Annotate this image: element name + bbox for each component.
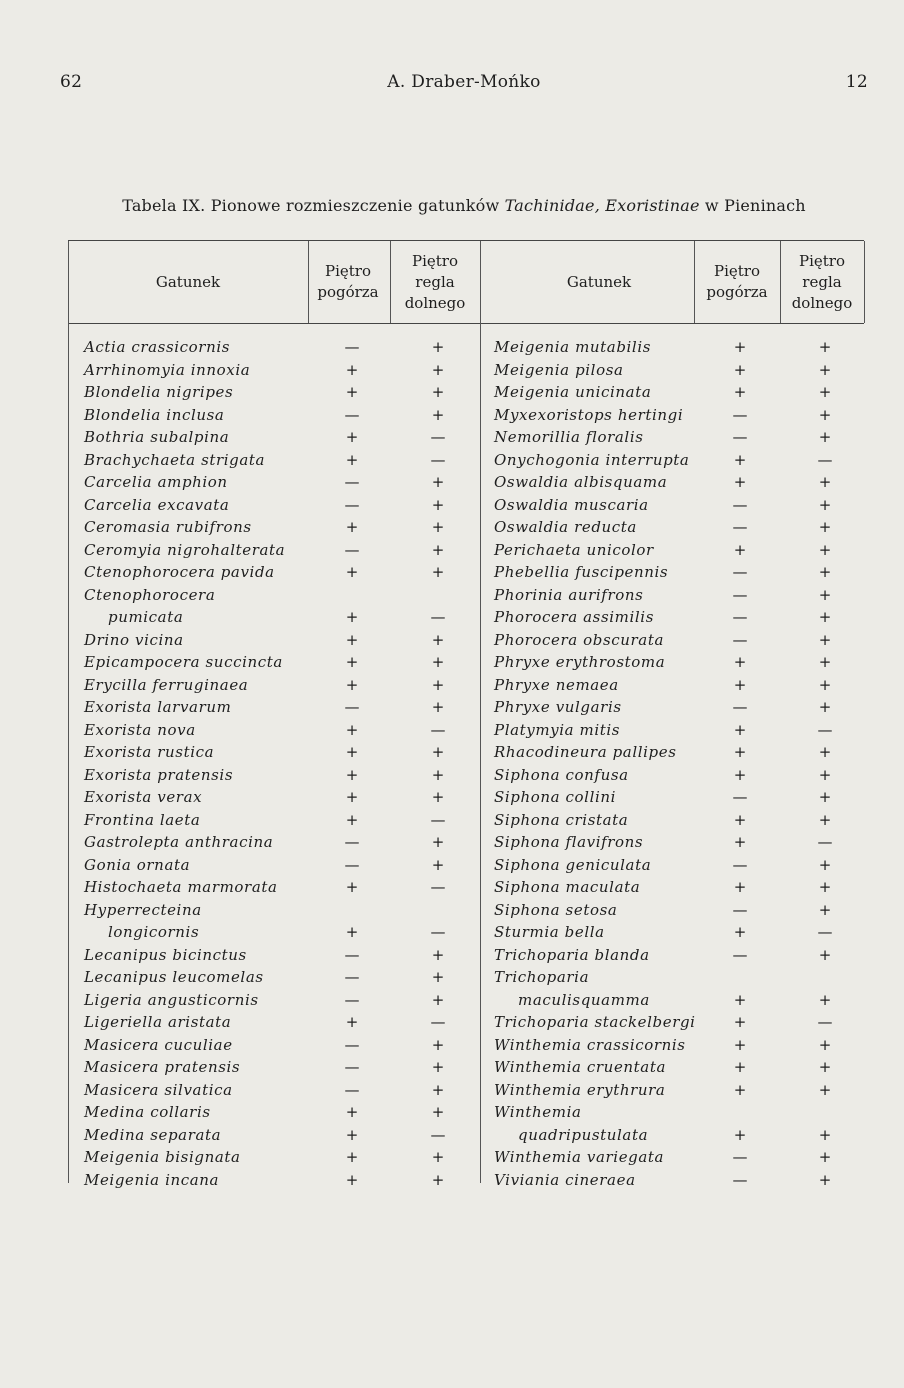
table-row	[0, 1079, 904, 1102]
montane-value: —	[817, 1013, 833, 1031]
table-row	[0, 359, 904, 382]
montane-value: +	[818, 1058, 832, 1076]
montane-value: +	[431, 698, 445, 716]
montane-value: +	[818, 1170, 832, 1189]
montane-value: —	[430, 450, 446, 469]
caption-suffix: w Pieninach	[699, 196, 806, 215]
table-row	[0, 674, 904, 697]
montane-value: —	[817, 720, 833, 739]
foothill-value: —	[732, 788, 748, 806]
montane-value: +	[431, 743, 445, 761]
species-name: Platymyia mitis	[494, 720, 621, 739]
foothill-value: +	[733, 1035, 747, 1054]
species-name: Trichoparia blanda	[494, 945, 650, 964]
species-name: Viviania cineraea	[494, 1170, 636, 1189]
species-name: Siphona maculata	[494, 878, 641, 896]
header-foothill-right: Piętro pogórza	[706, 262, 768, 301]
montane-value: +	[431, 788, 445, 806]
species-name: Ligeria angusticornis	[84, 990, 259, 1009]
table-row	[0, 921, 904, 944]
montane-value: +	[431, 990, 445, 1009]
montane-value: +	[818, 675, 832, 694]
foothill-value: +	[345, 923, 359, 941]
species-name: Trichoparia stackelbergi	[494, 1013, 696, 1031]
species-name: Exorista verax	[84, 788, 203, 806]
volume-number: 12	[845, 72, 868, 92]
species-name: Masicera pratensis	[84, 1058, 241, 1076]
foothill-value: +	[345, 810, 359, 829]
foothill-value: +	[733, 1125, 747, 1144]
foothill-value: +	[345, 765, 359, 784]
caption-prefix: Tabela IX. Pionowe rozmieszczenie gatunków	[122, 196, 505, 215]
foothill-value: +	[733, 923, 747, 941]
foothill-value: +	[733, 1013, 747, 1031]
foothill-value: +	[345, 653, 359, 671]
foothill-value: —	[344, 405, 360, 424]
table-row	[0, 966, 904, 989]
species-name: Lecanipus bicinctus	[84, 945, 247, 964]
montane-value: —	[817, 923, 833, 941]
species-name: Medina collaris	[84, 1103, 211, 1121]
species-name: Siphona collini	[494, 788, 617, 806]
montane-value: +	[818, 428, 832, 446]
species-name: Phorocera assimilis	[494, 608, 654, 626]
foothill-value: —	[344, 945, 360, 964]
table-row	[0, 1034, 904, 1057]
species-name: Lecanipus leucomelas	[84, 968, 264, 986]
species-name: Winthemia crassicornis	[494, 1035, 686, 1054]
montane-value: +	[431, 1148, 445, 1166]
foothill-value: +	[345, 563, 359, 581]
species-name: Meigenia pilosa	[494, 360, 624, 379]
foothill-value: —	[344, 495, 360, 514]
table-header	[68, 241, 864, 324]
foothill-value: —	[344, 473, 360, 491]
species-name: Actia crassicornis	[84, 338, 231, 356]
species-name: Brachychaeta strigata	[84, 450, 266, 469]
species-name: Phebellia fuscipennis	[494, 563, 669, 581]
species-name: Oswaldia albisquama	[494, 473, 668, 491]
foothill-value: +	[345, 360, 359, 379]
species-name: Ceromasia rubifrons	[84, 518, 252, 536]
species-name: Meigenia mutabilis	[494, 338, 652, 356]
foothill-value: +	[345, 630, 359, 649]
foothill-value: —	[344, 698, 360, 716]
table-row	[0, 1011, 904, 1034]
species-name: Frontina laeta	[84, 810, 201, 829]
montane-value: +	[431, 1103, 445, 1121]
montane-value: +	[431, 563, 445, 581]
header-species-right: Gatunek	[566, 272, 632, 291]
foothill-value: +	[345, 675, 359, 694]
foothill-value: +	[345, 1125, 359, 1144]
species-name: Drino vicina	[84, 630, 184, 649]
montane-value: +	[818, 360, 832, 379]
montane-value: +	[818, 518, 832, 536]
montane-value: +	[818, 608, 832, 626]
species-name: Sturmia bella	[494, 923, 605, 941]
header-species-left: Gatunek	[155, 272, 221, 291]
species-name: Erycilla ferruginaea	[84, 675, 249, 694]
montane-value: +	[818, 810, 832, 829]
table-row	[0, 719, 904, 742]
species-name: Meigenia bisignata	[84, 1148, 241, 1166]
species-name: Exorista rustica	[84, 743, 215, 761]
species-name: Winthemia cruentata	[494, 1058, 667, 1076]
foothill-value: +	[733, 653, 747, 671]
foothill-value: +	[733, 1080, 747, 1099]
table-row	[0, 944, 904, 967]
species-name: Perichaeta unicolor	[494, 540, 654, 559]
foothill-value: +	[733, 540, 747, 559]
species-name: Masicera cuculiae	[84, 1035, 233, 1054]
species-name: Siphona geniculata	[494, 855, 652, 874]
montane-value: +	[818, 1148, 832, 1166]
species-name: Winthemia	[494, 1103, 582, 1121]
species-name: Exorista pratensis	[84, 765, 234, 784]
foothill-value: +	[345, 608, 359, 626]
montane-value: —	[817, 450, 833, 469]
foothill-value: —	[732, 518, 748, 536]
foothill-value: —	[732, 585, 748, 604]
montane-value: +	[818, 495, 832, 514]
montane-value: +	[818, 585, 832, 604]
montane-value: +	[431, 630, 445, 649]
page-number: 62	[60, 72, 83, 92]
species-name: Ceromyia nigrohalterata	[84, 540, 286, 559]
montane-value: +	[818, 743, 832, 761]
montane-value: +	[431, 1080, 445, 1099]
rule-right-foothill	[780, 241, 781, 323]
foothill-value: —	[344, 833, 360, 851]
species-name: Gonia ornata	[84, 855, 191, 874]
species-name: Hyperrecteina	[84, 900, 202, 919]
species-name: Siphona confusa	[494, 765, 629, 784]
montane-value: +	[431, 945, 445, 964]
table-row	[0, 561, 904, 584]
montane-value: +	[818, 765, 832, 784]
foothill-value: +	[345, 1170, 359, 1189]
foothill-value: +	[345, 450, 359, 469]
foothill-value: —	[344, 1058, 360, 1076]
montane-value: +	[431, 338, 445, 356]
montane-value: +	[431, 675, 445, 694]
foothill-value: —	[732, 855, 748, 874]
montane-value: +	[818, 990, 832, 1009]
foothill-value: +	[733, 383, 747, 401]
species-name: Oswaldia muscaria	[494, 495, 649, 514]
montane-value: —	[430, 1013, 446, 1031]
foothill-value: —	[732, 698, 748, 716]
species-name: Nemorillia floralis	[494, 428, 644, 446]
table-row	[0, 449, 904, 472]
species-name: Myxexoristops hertingi	[494, 405, 684, 424]
foothill-value: —	[732, 1148, 748, 1166]
species-name: Ctenophorocera pavida	[84, 563, 275, 581]
species-name: Phryxe vulgaris	[494, 698, 622, 716]
foothill-value: +	[345, 1148, 359, 1166]
foothill-value: +	[733, 720, 747, 739]
foothill-value: —	[732, 630, 748, 649]
foothill-value: +	[345, 383, 359, 401]
foothill-value: —	[344, 1080, 360, 1099]
species-name: Meigenia incana	[84, 1170, 220, 1189]
table-row	[0, 1056, 904, 1079]
species-name: Siphona setosa	[494, 900, 618, 919]
species-name: Phryxe nemaea	[494, 675, 619, 694]
foothill-value: —	[732, 945, 748, 964]
foothill-value: —	[344, 990, 360, 1009]
foothill-value: +	[345, 428, 359, 446]
species-name: Exorista nova	[84, 720, 196, 739]
foothill-value: +	[733, 878, 747, 896]
foothill-value: —	[732, 900, 748, 919]
table-row	[0, 854, 904, 877]
foothill-value: +	[733, 675, 747, 694]
montane-value: +	[818, 1035, 832, 1054]
foothill-value: +	[733, 338, 747, 356]
table-row	[0, 584, 904, 607]
header-montane-right: Piętro regla dolnego	[791, 251, 853, 312]
foothill-value: +	[345, 788, 359, 806]
species-name: Oswaldia reducta	[494, 518, 637, 536]
species-name: Carcelia amphion	[84, 473, 228, 491]
foothill-value: +	[733, 810, 747, 829]
foothill-value: —	[344, 338, 360, 356]
species-name: Blondelia inclusa	[84, 405, 225, 424]
montane-value: +	[818, 1080, 832, 1099]
species-name: Winthemia erythrura	[494, 1080, 666, 1099]
montane-value: +	[818, 630, 832, 649]
species-name: Trichoparia	[494, 968, 590, 986]
author-name: A. Draber-Mońko	[387, 72, 541, 92]
montane-value: —	[430, 1125, 446, 1144]
species-name: Ligeriella aristata	[84, 1013, 232, 1031]
species-name: Histochaeta marmorata	[84, 878, 278, 896]
montane-value: +	[431, 968, 445, 986]
rule-left-species	[308, 241, 309, 323]
montane-value: +	[818, 1125, 832, 1144]
montane-value: +	[431, 360, 445, 379]
montane-value: +	[818, 338, 832, 356]
species-name: Exorista larvarum	[84, 698, 232, 716]
montane-value: —	[817, 833, 833, 851]
header-montane-left: Piętro regla dolnego	[404, 251, 466, 312]
foothill-value: +	[345, 878, 359, 896]
foothill-value: —	[732, 428, 748, 446]
species-name: Phryxe erythrostoma	[494, 653, 666, 671]
foothill-value: —	[344, 855, 360, 874]
table-row	[0, 831, 904, 854]
foothill-value: +	[733, 450, 747, 469]
species-name: pumicata	[108, 608, 184, 626]
species-name: Gastrolepta anthracina	[84, 833, 274, 851]
montane-value: —	[430, 608, 446, 626]
species-name: Medina separata	[84, 1125, 222, 1144]
species-name: longicornis	[108, 923, 200, 941]
montane-value: +	[431, 473, 445, 491]
caption-taxon: Tachinidae, Exoristinae	[504, 196, 700, 215]
species-name: Masicera silvatica	[84, 1080, 233, 1099]
montane-value: +	[818, 473, 832, 491]
rule-right-species	[694, 241, 695, 323]
table-row	[0, 404, 904, 427]
species-name: Carcelia excavata	[84, 495, 230, 514]
montane-value: +	[818, 855, 832, 874]
table-row	[0, 1101, 904, 1124]
species-name: Siphona cristata	[494, 810, 629, 829]
foothill-value: —	[344, 1035, 360, 1054]
foothill-value: +	[345, 518, 359, 536]
species-name: Winthemia variegata	[494, 1148, 665, 1166]
species-name: Blondelia nigripes	[84, 383, 234, 401]
table-row	[0, 899, 904, 922]
montane-value: —	[430, 810, 446, 829]
foothill-value: +	[733, 743, 747, 761]
rule-left-foothill	[390, 241, 391, 323]
montane-value: +	[818, 788, 832, 806]
montane-value: +	[431, 1058, 445, 1076]
table-row	[0, 516, 904, 539]
species-name: quadripustulata	[518, 1125, 649, 1144]
foothill-value: —	[732, 563, 748, 581]
montane-value: +	[431, 518, 445, 536]
table-row	[0, 494, 904, 517]
montane-value: +	[431, 1170, 445, 1189]
species-name: Arrhinomyia innoxia	[84, 360, 251, 379]
foothill-value: +	[733, 473, 747, 491]
montane-value: —	[430, 923, 446, 941]
table-row	[0, 606, 904, 629]
table-caption	[60, 196, 868, 215]
montane-value: —	[430, 878, 446, 896]
montane-value: +	[431, 765, 445, 784]
montane-value: —	[430, 428, 446, 446]
montane-value: +	[431, 1035, 445, 1054]
foothill-value: +	[733, 765, 747, 784]
species-name: Meigenia unicinata	[494, 383, 652, 401]
montane-value: +	[431, 855, 445, 874]
foothill-value: +	[345, 743, 359, 761]
montane-value: +	[818, 698, 832, 716]
montane-value: +	[818, 563, 832, 581]
foothill-value: —	[732, 608, 748, 626]
foothill-value: —	[344, 968, 360, 986]
montane-value: +	[818, 945, 832, 964]
montane-value: +	[431, 405, 445, 424]
table-row	[0, 809, 904, 832]
foothill-value: —	[732, 495, 748, 514]
montane-value: +	[818, 540, 832, 559]
table-row	[0, 696, 904, 719]
species-name: Siphona flavifrons	[494, 833, 644, 851]
species-name: Rhacodineura pallipes	[494, 743, 677, 761]
montane-value: +	[818, 383, 832, 401]
header-foothill-left: Piętro pogórza	[317, 262, 379, 301]
montane-value: +	[818, 405, 832, 424]
species-name: Bothria subalpina	[84, 428, 230, 446]
table-row	[0, 989, 904, 1012]
table-row	[0, 741, 904, 764]
montane-value: +	[431, 653, 445, 671]
table-row	[0, 471, 904, 494]
table-row	[0, 786, 904, 809]
species-name: Phorocera obscurata	[494, 630, 665, 649]
species-name: Ctenophorocera	[84, 585, 216, 604]
foothill-value: +	[345, 1103, 359, 1121]
foothill-value: —	[732, 1170, 748, 1189]
table-row	[0, 764, 904, 787]
foothill-value: +	[345, 1013, 359, 1031]
species-name: Phorinia aurifrons	[494, 585, 644, 604]
table-row	[0, 1169, 904, 1192]
montane-value: +	[431, 540, 445, 559]
montane-value: +	[818, 653, 832, 671]
rule-right-edge	[864, 241, 865, 323]
montane-value: +	[818, 900, 832, 919]
table-row	[0, 336, 904, 359]
montane-value: +	[431, 383, 445, 401]
montane-value: +	[818, 878, 832, 896]
species-name: Epicampocera succincta	[84, 653, 283, 671]
foothill-value: +	[345, 720, 359, 739]
table-row	[0, 1146, 904, 1169]
montane-value: +	[431, 495, 445, 514]
foothill-value: —	[344, 540, 360, 559]
table-row	[0, 381, 904, 404]
foothill-value: +	[733, 360, 747, 379]
table-row	[0, 876, 904, 899]
montane-value: —	[430, 720, 446, 739]
table-row	[0, 426, 904, 449]
montane-value: +	[431, 833, 445, 851]
foothill-value: —	[732, 405, 748, 424]
table-row	[0, 651, 904, 674]
running-head	[60, 72, 868, 96]
foothill-value: +	[733, 1058, 747, 1076]
table-row	[0, 629, 904, 652]
species-name: maculisquamma	[518, 990, 650, 1009]
table-row	[0, 539, 904, 562]
species-name: Onychogonia interrupta	[494, 450, 690, 469]
foothill-value: +	[733, 990, 747, 1009]
foothill-value: +	[733, 833, 747, 851]
table-row	[0, 1124, 904, 1147]
